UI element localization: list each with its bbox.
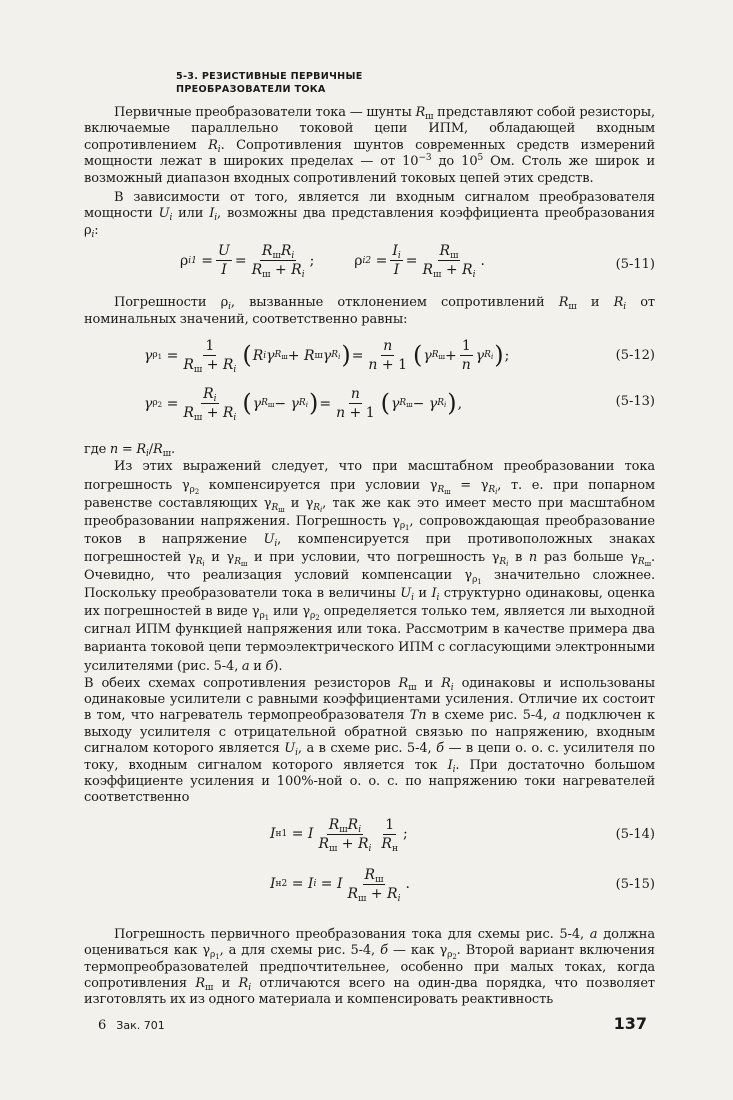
equation-5-14: I н1 = I $\frac{R_шR_i}{R_ш + R_i}$ $\frac{1}{R_н}$ ; (5-14) [270, 816, 655, 854]
footer-order-number: Зак. 701 [116, 1019, 165, 1032]
section-heading-line-1: 5-3. РЕЗИСТИВНЫЕ ПЕРВИЧНЫЕ [176, 71, 363, 82]
paragraph-2: В зависимости от того, является ли входным сигналом преобразователя мощности $U_i$ или $I_i$, возможны два представления коэффициента преобразования $\rho_i$: [84, 190, 656, 240]
paragraph-5: В обеих схемах сопротивления резисторов $R_ш$ и $R_i$ одинаковы и использованы одинаковые усилители с равными коэффициентами усиления. Отличие их состоит в том, что нагреватель термопреобразователя Тп в схеме рис. 5-4, а подключен к выходу усилителя с отрицательной обратной связью по напряжению, входным сигналом которого является $U_i$, а в схеме рис. 5-4, б — в цепи о. о. с. усилителя по току, входным сигналом которого является ток $I_i$. При достаточно большом коэффициенте усиления и 100%-ной о. о. с. по напряжению токи нагревателей соответственно [84, 675, 655, 806]
footer-print-mark [98, 1018, 165, 1033]
equation-number-5-15: (5-15) [615, 876, 655, 892]
paragraph-6: Погрешность первичного преобразования тока для схемы рис. 5-4, а должна оцениваться как $\gamma_{\rho_1}$, а для схемы рис. 5-4, б — как $\gamma_{\rho_2}$. Второй вариант включения термопреобразователей предпочтительнее, особенно при малых токах, когда сопротивления $R_ш$ и $R_i$ отличаются всего на один-два порядка, что позволяет изготовлять их из одного материала и компенсировать реактивность [84, 926, 655, 1008]
equation-number-5-14: (5-14) [615, 826, 655, 842]
equation-number-5-12: (5-12) [615, 348, 655, 364]
page-content [84, 70, 655, 1009]
where-line: где $n = R_i/R_ш$. [84, 442, 175, 460]
equation-number-5-13: (5-13) [615, 394, 655, 410]
section-heading [176, 70, 655, 96]
paragraph-4: Из этих выражений следует, что при масштабном преобразовании тока погрешность $\gamma_{\rho_2}$ компенсируется при условии $\gamma_{R_ш} = \gamma_{R_i}$, т. е. при попарном равенстве составляющих $\gamma_{R_ш}$ и $\gamma_{R_i}$, так же как это имеет место при масштабном преобразовании напряжения. Погрешность $\gamma_{\rho_1}$, сопровождающая преобразование токов в напряжение $U_i$, компенсируется при противоположных знаках погрешностей $\gamma_{R_i}$ и $\gamma_{R_ш}$ и при условии, что погрешность $\gamma_{R_i}$ в n раз больше $\gamma_{R_ш}$. Очевидно, что реализация условий компенсации $\gamma_{\rho_1}$ значительно сложнее. Поскольку преобразователи тока в величины $U_i$ и $I_i$ структурно одинаковы, оценка их погрешностей в виде $\gamma_{\rho_1}$ или $\gamma_{\rho_2}$ определяется только тем, является ли выходной сигнал ИПМ функцией напряжения или тока. Рассмотрим в качестве примера два варианта токовой цепи термоэлектрического ИПМ с согласующими электронными усилителями (рис. 5-4, а и б). [84, 459, 656, 674]
equation-5-11: ρ i1 = $\frac{U}{I}$ = $\frac{R_шR_i}{R_ш + R_i}$ ; ρ i2 = $\frac{I_i}{I}$ = $\frac{R_ш}{R_ш + R_i}$ . (5-11) [180, 243, 655, 281]
paragraph-1: Первичные преобразователи тока — шунты $R_ш$ представляют собой резисторы, включаемые параллельно токовой цепи ИПМ, обладающей входным сопротивлением $R_i$. Сопротивления шунтов современных средств измерений мощности лежат в широких пределах — от $10^{-3}$ до $10^5$ Ом. Столь же широк и возможный диапазон входных сопротивлений токовых цепей этих средств. [84, 105, 656, 186]
page-footer [98, 1014, 647, 1034]
page-number: 137 [613, 1014, 647, 1033]
equation-5-12: γ $\rho_1$ = $\frac{1}{R_ш + R_i}$ ( R i γ $R_ш$ + R ш γ $R_i$ ) = $\frac{n}{n + 1}$ ( γ $R_ш$ + $\frac{1}{n}$ γ $R_i$ ) ; (5-12) [144, 338, 655, 376]
equation-5-15: I н2 = I i = I $\frac{R_ш}{R_ш + R_i}$ . (5-15) [270, 866, 655, 904]
footer-sheet-number: 6 [98, 1018, 107, 1033]
equation-5-13: γ $\rho_2$ = $\frac{R_i}{R_ш + R_i}$ ( γ $R_ш$ − γ $R_i$ ) = $\frac{n}{n + 1}$ ( γ $R_ш$ − γ $R_i$ ) , (5-13) [144, 386, 655, 424]
equation-number-5-11: (5-11) [615, 257, 655, 273]
section-heading-line-2: ПРЕОБРАЗОВАТЕЛИ ТОКА [176, 84, 326, 95]
paragraph-3: Погрешности $\rho_i$, вызванные отклонением сопротивлений $R_ш$ и $R_i$ от номинальных значений, соответственно равны: [84, 295, 655, 327]
